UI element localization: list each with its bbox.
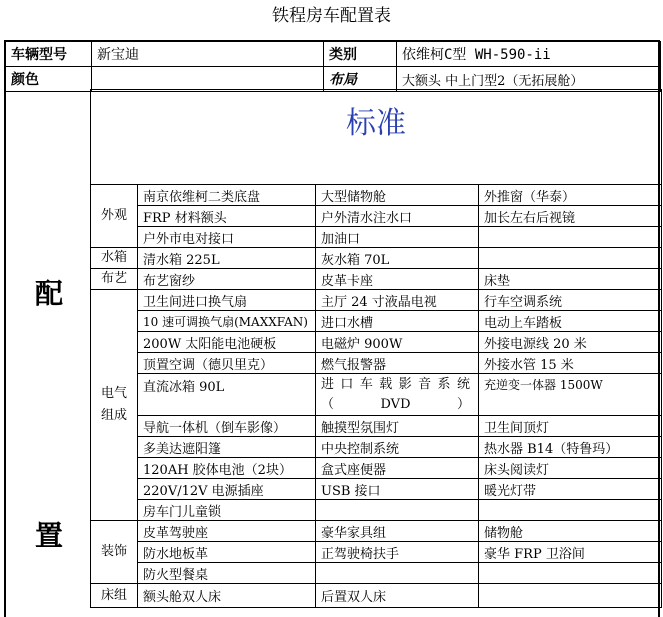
section-exterior: 外观 — [91, 185, 138, 248]
table-row — [91, 332, 662, 353]
table-row — [91, 227, 662, 248]
category-label: 类别 — [324, 42, 397, 67]
section-electrical: 电气组成 — [91, 290, 138, 521]
table-cell: 灰水箱 70L — [316, 248, 479, 269]
table-row — [91, 542, 662, 563]
table-cell — [479, 584, 662, 608]
table-cell: 额头舱双人床 — [138, 584, 316, 608]
section-fabric: 布艺 — [91, 269, 138, 290]
table-cell: 床头阅读灯 — [479, 458, 662, 479]
table-cell: 床垫 — [479, 269, 662, 290]
table-cell: 盒式座便器 — [316, 458, 479, 479]
table-cell: 直流冰箱 90L — [138, 374, 316, 416]
standard-row — [91, 90, 662, 185]
table-cell: 储物舱 — [479, 521, 662, 542]
table-row — [91, 416, 662, 437]
table-cell: 正驾驶椅扶手 — [316, 542, 479, 563]
table-cell: 进口水槽 — [316, 311, 479, 332]
table-cell: 电磁炉 900W — [316, 332, 479, 353]
table-cell: 外接电源线 20 米 — [479, 332, 662, 353]
table-cell: 热水器 B14（特鲁玛） — [479, 437, 662, 458]
table-row — [91, 269, 662, 290]
table-cell: 防火型餐桌 — [138, 563, 316, 584]
table-row — [91, 458, 662, 479]
table-cell — [316, 500, 479, 521]
table-cell: 布艺窗纱 — [138, 269, 316, 290]
config-table-frame — [4, 40, 660, 617]
table-cell: FRP 材料额头 — [138, 206, 316, 227]
config-grid — [90, 89, 662, 608]
table-cell: 外推窗（华泰） — [479, 185, 662, 206]
section-water: 水箱 — [91, 248, 138, 269]
table-row — [91, 521, 662, 542]
table-row — [91, 374, 662, 416]
table-cell: 外接水管 15 米 — [479, 353, 662, 374]
table-cell: 豪华家具组 — [316, 521, 479, 542]
layout-value: 大额头 中上门型2（无拓展舱） — [397, 67, 661, 92]
section-bed: 床组 — [91, 584, 138, 608]
table-cell: USB 接口 — [316, 479, 479, 500]
table-cell: 导航一体机（倒车影像） — [138, 416, 316, 437]
side-label-top: 配 — [34, 277, 63, 310]
layout-label: 布局 — [324, 67, 397, 92]
table-cell: 皮革驾驶座 — [138, 521, 316, 542]
table-cell: 充逆变一体器 1500W — [479, 374, 662, 416]
table-cell: 220V/12V 电源插座 — [138, 479, 316, 500]
table-cell: 进口车载影音系统（DVD） — [316, 374, 479, 416]
table-cell: 中央控制系统 — [316, 437, 479, 458]
model-label: 车辆型号 — [6, 42, 92, 67]
table-row — [91, 437, 662, 458]
table-cell — [479, 248, 662, 269]
table-cell: 皮革卡座 — [316, 269, 479, 290]
section-decor: 装饰 — [91, 521, 138, 584]
table-row — [91, 248, 662, 269]
table-cell: 行车空调系统 — [479, 290, 662, 311]
table-cell: 燃气报警器 — [316, 353, 479, 374]
table-cell: 加长左右后视镜 — [479, 206, 662, 227]
table-cell: 200W 太阳能电池硬板 — [138, 332, 316, 353]
table-row — [91, 185, 662, 206]
table-row — [91, 479, 662, 500]
table-row — [91, 311, 662, 332]
table-cell — [316, 563, 479, 584]
table-cell: 清水箱 225L — [138, 248, 316, 269]
table-cell: 户外市电对接口 — [138, 227, 316, 248]
table-cell: 触摸型氛围灯 — [316, 416, 479, 437]
table-row — [91, 290, 662, 311]
table-cell: 顶置空调（德贝里克） — [138, 353, 316, 374]
table-cell: 卫生间进口换气扇 — [138, 290, 316, 311]
category-value: 依维柯C型 WH-590-ii — [397, 42, 661, 67]
table-cell: 南京依维柯二类底盘 — [138, 185, 316, 206]
header-row-color — [6, 67, 661, 92]
model-value: 新宝迪 — [92, 42, 324, 67]
table-row — [91, 584, 662, 608]
table-cell: 多美达遮阳篷 — [138, 437, 316, 458]
table-cell: 豪华 FRP 卫浴间 — [479, 542, 662, 563]
page-title: 铁程房车配置表 — [272, 6, 391, 26]
table-cell: 后置双人床 — [316, 584, 479, 608]
table-cell: 大型储物舱 — [316, 185, 479, 206]
table-cell: 10 速可调换气扇(MAXXFAN) — [138, 311, 316, 332]
color-label: 颜色 — [6, 67, 92, 92]
header-row-model — [6, 42, 661, 67]
side-label-bottom: 置 — [34, 519, 63, 552]
table-cell: 户外清水注水口 — [316, 206, 479, 227]
color-value — [92, 67, 324, 92]
table-cell: 主厅 24 寸液晶电视 — [316, 290, 479, 311]
table-cell: 房车门儿童锁 — [138, 500, 316, 521]
table-cell: 电动上车踏板 — [479, 311, 662, 332]
table-row — [91, 206, 662, 227]
table-row — [91, 563, 662, 584]
table-row — [91, 353, 662, 374]
table-cell — [479, 227, 662, 248]
table-cell — [479, 563, 662, 584]
table-cell: 暖光灯带 — [479, 479, 662, 500]
table-cell: 卫生间顶灯 — [479, 416, 662, 437]
table-cell — [479, 500, 662, 521]
header-table — [5, 41, 661, 92]
table-cell: 加油口 — [316, 227, 479, 248]
table-cell: 120AH 胶体电池（2块） — [138, 458, 316, 479]
standard-title: 标准 — [91, 90, 662, 185]
table-row — [91, 500, 662, 521]
table-cell: 防水地板革 — [138, 542, 316, 563]
